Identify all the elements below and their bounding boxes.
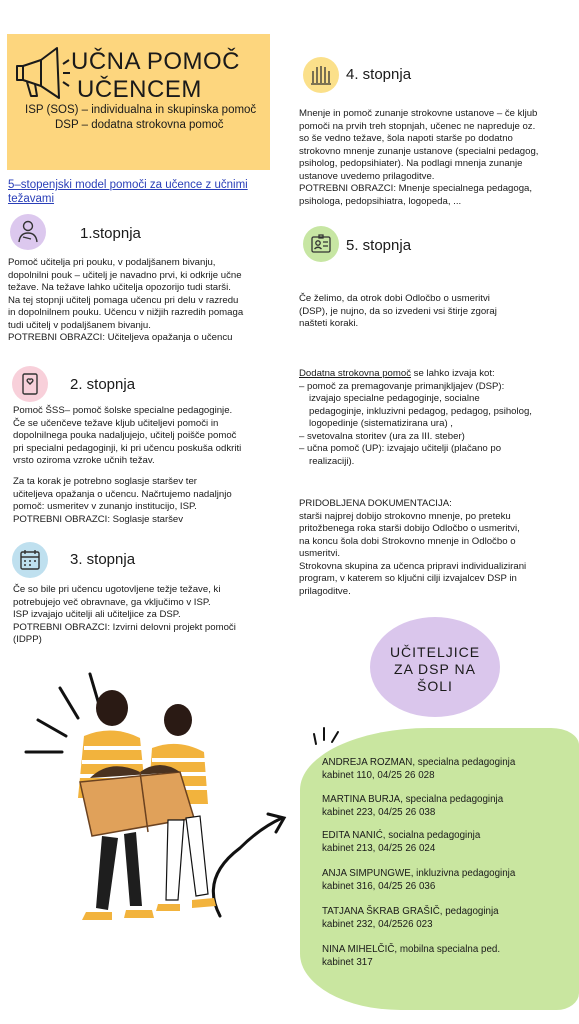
dsp-teachers-title: UČITELJICE ZA DSP NA ŠOLI bbox=[389, 644, 481, 694]
people-carrying-box-illustration bbox=[20, 668, 290, 948]
step5-text: Če želimo, da otrok dobi Odločbo o usmeritvi (DSP), je nujno, da so izvedeni vsi štirje zgoraj našteti koraki. bbox=[299, 293, 497, 329]
notebook-icon bbox=[12, 366, 48, 402]
step2-text-b: Za ta korak je potrebno soglasje staršev ter učiteljeva opažanja o učencu. Načrtujemo nadaljnjo pomoč: usmeritev v zunanjo institucijo, ISP. POTREBNI OBRAZCI: Soglasje staršev bbox=[13, 476, 232, 525]
step4-text: Mnenje in pomoč zunanje strokovne ustanove – če kljub pomoči na prvih treh stopnjah, učenec ne napreduje oz. so še vedno težave, šola napoti starše po dodatno strokovno mnenje zunanje ustanove (specialni pedagog, psiholog, pedopsihiater). Na podlagi mnenja zunanje ustanove uvedemo prilagoditve. POTREBNI OBRAZCI: Mnenje specialnega pedagoga, psihologa, pedopsihiatra, logopeda, ... bbox=[299, 108, 539, 207]
step3-text: Če so bile pri učencu ugotovljene težje težave, ki potrebujejo več obravnave, ga vključimo v ISP. ISP izvajajo učitelji ali učiteljice za DSP. POTREBNI OBRAZCI: Izvirni delovni projekt pomoči (IDPP) bbox=[13, 584, 236, 645]
teacher-entry: NINA MIHELČIČ, mobilna specialna ped. kabinet 317 bbox=[322, 944, 501, 968]
id-card-icon bbox=[303, 226, 339, 262]
subtitle-isp: ISP (SOS) – individualna in skupinska pomoč bbox=[25, 104, 257, 116]
teacher-entry: EDITA NANIĆ, socialna pedagoginja kabinet 213, 04/25 26 024 bbox=[322, 830, 481, 854]
dsp-info-text: Dodatna strokovna pomoč se lahko izvaja kot: – pomoč za premagovanje primanjkljajev (DSP): izvajajo specialne pedagoginje, socialne pedagoginje, inkluzivni pedagog, pedagog, psiholog, logopedinje (sistematizirana ura) , – svetovalna storitev (ura za III. steber) – učna pomoč (UP): izvajajo učitelji (plačano po realizaciji). bbox=[299, 368, 532, 467]
step2-text: Pomoč ŠSS– pomoč šolske specialne pedagoginje. Če se učenčeve težave kljub učiteljevi pomoči in dopolnilnega pouka nadaljujejo, učitelj poišče pomoč pri specialni pedagoginji, ki pri učencu poskuša odkriti vrsto oziroma vzroke učnih težav. bbox=[13, 405, 242, 466]
step2-title: 2. stopnja bbox=[70, 376, 136, 393]
teacher-entry: ANJA SIMPUNGWE, inkluzivna pedagoginja kabinet 316, 04/25 26 036 bbox=[322, 868, 516, 892]
title-line-1: UČNA POMOČ bbox=[71, 48, 241, 75]
step1-title: 1.stopnja bbox=[80, 225, 141, 242]
step4-title: 4. stopnja bbox=[346, 66, 412, 83]
documentation-text: PRIDOBLJENA DOKUMENTACIJA: starši najprej dobijo strokovno mnenje, po preteku pritožbenega roka starši dobijo Odločbo o usmeritvi, na koncu šola dobi Strokovno mnenje in Odločbo o usmeritvi. Strokovna skupina za učenca pripravi individualizirani program, v katerem so ključni cilji izvajalcev DSP in prilagoditve. bbox=[299, 498, 527, 597]
teacher-icon bbox=[10, 214, 46, 250]
step3-title: 3. stopnja bbox=[70, 551, 136, 568]
title-line-2: UČENCEM bbox=[77, 76, 202, 103]
header-banner bbox=[7, 34, 270, 170]
step1-text: Pomoč učitelja pri pouku, v podaljšanem bivanju, dopolnilni pouk – učitelj je navadno prvi, ki odkrije učne težave. Na težave lahko učitelja opozorijo tudi starši. Na tej stopnji učitelj pomaga učencu pri delu v razredu in dopolnilnem pouku. Učencu v nižjih razredih pomaga tudi učitelj v podaljšanem bivanju. POTREBNI OBRAZCI: Učiteljeva opažanja o učencu bbox=[8, 257, 244, 343]
teacher-entry: MARTINA BURJA, specialna pedagoginja kabinet 223, 04/25 26 038 bbox=[322, 794, 504, 818]
subtitle-dsp: DSP – dodatna strokovna pomoč bbox=[55, 119, 224, 131]
calendar-icon bbox=[12, 542, 48, 578]
model-link[interactable]: 5–stopenjski model pomoči za učence z učnimi težavami bbox=[8, 179, 248, 205]
step5-title: 5. stopnja bbox=[346, 237, 412, 254]
dsp-heading: Dodatna strokovna pomoč bbox=[299, 368, 411, 379]
megaphone-icon bbox=[13, 42, 71, 104]
teacher-entry: ANDREJA ROZMAN, specialna pedagoginja kabinet 110, 04/25 26 028 bbox=[322, 757, 516, 781]
teacher-entry: TATJANA ŠKRAB GRAŠIČ, pedagoginja kabinet 232, 04/2526 023 bbox=[322, 906, 499, 930]
raised-hands-icon bbox=[303, 57, 339, 93]
accent-lines bbox=[312, 724, 342, 748]
